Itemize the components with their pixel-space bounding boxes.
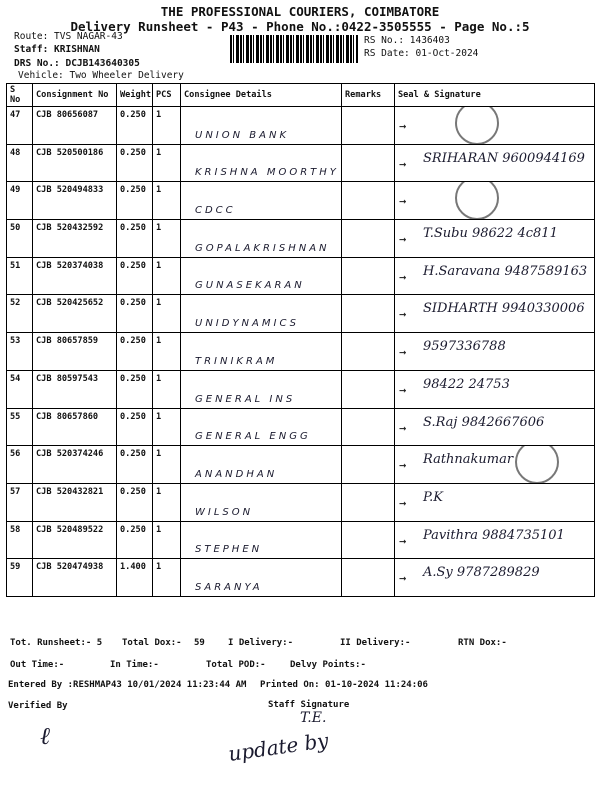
- row-weight: 0.250: [117, 182, 153, 220]
- row-sno: 59: [7, 559, 33, 597]
- row-remarks: [342, 257, 395, 295]
- ii-delivery: II Delivery:-: [340, 638, 411, 648]
- row-pcs: 1: [153, 559, 181, 597]
- row-weight: 0.250: [117, 295, 153, 333]
- table-row: [7, 144, 595, 182]
- seal-stamp: [515, 446, 559, 484]
- row-signature: [395, 220, 595, 258]
- receiver-signature: SIDHARTH 9940330006: [423, 301, 585, 317]
- consignee-handwriting: WILSON: [195, 506, 254, 518]
- row-consignee: [181, 559, 342, 597]
- row-consignment: CJB 80656087: [33, 107, 117, 145]
- row-remarks: [342, 295, 395, 333]
- col-pcs: PCS: [153, 84, 181, 107]
- row-pcs: 1: [153, 182, 181, 220]
- receiver-signature: 9597336788: [423, 339, 506, 355]
- staff-signature-label: Staff Signature: [268, 700, 350, 710]
- row-sno: 58: [7, 521, 33, 559]
- col-remarks: Remarks: [342, 84, 395, 107]
- row-signature: [395, 370, 595, 408]
- row-pcs: 1: [153, 446, 181, 484]
- row-remarks: [342, 408, 395, 446]
- row-signature: [395, 408, 595, 446]
- receiver-signature: A.Sy 9787289829: [423, 565, 540, 581]
- row-consignment: CJB 80597543: [33, 370, 117, 408]
- table-row: [7, 559, 595, 597]
- row-signature: [395, 295, 595, 333]
- row-signature: [395, 182, 595, 220]
- tick-arrow-icon: →: [399, 194, 407, 209]
- table-row: [7, 295, 595, 333]
- row-pcs: 1: [153, 370, 181, 408]
- consignee-handwriting: TRINIKRAM: [195, 355, 278, 367]
- col-consignment: Consignment No: [33, 84, 117, 107]
- delivery-table: [6, 83, 595, 597]
- verifier-signature: ℓ: [40, 722, 50, 750]
- tick-arrow-icon: →: [399, 420, 407, 435]
- consignee-handwriting: STEPHEN: [195, 544, 263, 556]
- consignee-handwriting: GENERAL INS: [195, 393, 296, 405]
- row-consignment: CJB 520432821: [33, 483, 117, 521]
- row-pcs: 1: [153, 295, 181, 333]
- receiver-signature: T.Subu 98622 4c811: [423, 226, 558, 242]
- row-signature: [395, 559, 595, 597]
- row-pcs: 1: [153, 220, 181, 258]
- table-row: [7, 408, 595, 446]
- table-row: [7, 107, 595, 145]
- company-title: THE PROFESSIONAL COURIERS, COIMBATORE: [160, 4, 440, 19]
- row-consignment: CJB 520432592: [33, 220, 117, 258]
- row-weight: 0.250: [117, 408, 153, 446]
- in-time: In Time:-: [110, 660, 159, 670]
- row-pcs: 1: [153, 107, 181, 145]
- row-consignment: CJB 80657860: [33, 408, 117, 446]
- receiver-signature: P.K: [423, 489, 443, 505]
- row-remarks: [342, 220, 395, 258]
- row-pcs: 1: [153, 257, 181, 295]
- verified-by: Verified By: [8, 701, 68, 711]
- staff-label: Staff: KRISHNAN: [14, 44, 100, 55]
- row-sno: 51: [7, 257, 33, 295]
- row-sno: 50: [7, 220, 33, 258]
- drs-label: DRS No.: DCJB143640305: [14, 58, 140, 69]
- runsheet-title: Delivery Runsheet - P43 - Phone No.:0422-3505555 - Page No.:5: [70, 19, 530, 34]
- tick-arrow-icon: →: [399, 495, 407, 510]
- barcode: [230, 35, 358, 63]
- row-remarks: [342, 559, 395, 597]
- row-consignment: CJB 520374038: [33, 257, 117, 295]
- row-consignee: [181, 144, 342, 182]
- tot-runsheet: Tot. Runsheet:- 5: [10, 638, 103, 648]
- row-signature: [395, 144, 595, 182]
- consignee-handwriting: CDCC: [195, 205, 236, 217]
- seal-stamp: [455, 182, 499, 220]
- row-consignment: CJB 520500186: [33, 144, 117, 182]
- row-remarks: [342, 144, 395, 182]
- row-consignment: CJB 520474938: [33, 559, 117, 597]
- row-weight: 0.250: [117, 521, 153, 559]
- tick-arrow-icon: →: [399, 307, 407, 322]
- table-row: [7, 182, 595, 220]
- row-consignee: [181, 521, 342, 559]
- row-weight: 0.250: [117, 446, 153, 484]
- row-sno: 55: [7, 408, 33, 446]
- row-weight: 0.250: [117, 333, 153, 371]
- tick-arrow-icon: →: [399, 458, 407, 473]
- table-header-row: [7, 84, 595, 107]
- out-time: Out Time:-: [10, 660, 65, 670]
- tick-arrow-icon: →: [399, 269, 407, 284]
- delvy-points: Delvy Points:-: [290, 660, 366, 670]
- table-row: [7, 521, 595, 559]
- row-consignee: [181, 295, 342, 333]
- seal-stamp: [455, 107, 499, 145]
- row-sno: 57: [7, 483, 33, 521]
- col-consignee: Consignee Details: [181, 84, 342, 107]
- row-consignee: [181, 370, 342, 408]
- vehicle-label: Vehicle: Two Wheeler Delivery: [18, 70, 184, 81]
- table-row: [7, 370, 595, 408]
- row-consignee: [181, 483, 342, 521]
- route-label: Route: TVS NAGAR-43: [14, 31, 123, 42]
- receiver-signature: S.Raj 9842667606: [423, 414, 545, 430]
- staff-signature-mark: T.E.: [300, 710, 327, 726]
- row-consignment: CJB 520425652: [33, 295, 117, 333]
- consignee-handwriting: UNIDYNAMICS: [195, 318, 299, 330]
- row-pcs: 1: [153, 333, 181, 371]
- table-row: [7, 446, 595, 484]
- col-signature: Seal & Signature: [395, 84, 595, 107]
- row-signature: [395, 483, 595, 521]
- row-weight: 1.400: [117, 559, 153, 597]
- total-pod: Total POD:-: [206, 660, 266, 670]
- handwritten-note: update by: [226, 728, 330, 766]
- row-remarks: [342, 333, 395, 371]
- receiver-signature: Pavithra 9884735101: [423, 527, 565, 543]
- row-sno: 56: [7, 446, 33, 484]
- row-consignee: [181, 182, 342, 220]
- row-weight: 0.250: [117, 483, 153, 521]
- i-delivery: I Delivery:-: [228, 638, 294, 648]
- row-consignee: [181, 107, 342, 145]
- receiver-signature: H.Saravana 9487589163: [423, 263, 588, 279]
- row-remarks: [342, 182, 395, 220]
- row-pcs: 1: [153, 144, 181, 182]
- row-consignment: CJB 80657859: [33, 333, 117, 371]
- row-sno: 47: [7, 107, 33, 145]
- consignee-handwriting: GUNASEKARAN: [195, 280, 305, 292]
- receiver-signature: Rathnakumar: [423, 452, 514, 468]
- table-row: [7, 257, 595, 295]
- row-signature: [395, 446, 595, 484]
- row-weight: 0.250: [117, 144, 153, 182]
- tick-arrow-icon: →: [399, 345, 407, 360]
- receiver-signature: 98422 24753: [423, 376, 510, 392]
- col-sno: S No: [7, 84, 33, 107]
- tick-arrow-icon: →: [399, 119, 407, 133]
- printed-on: Printed On: 01-10-2024 11:24:06: [260, 680, 428, 690]
- row-consignee: [181, 446, 342, 484]
- consignee-handwriting: ANANDHAN: [195, 468, 278, 480]
- row-consignee: [181, 333, 342, 371]
- tick-arrow-icon: →: [399, 382, 407, 397]
- receiver-signature: SRIHARAN 9600944169: [423, 150, 585, 166]
- row-remarks: [342, 521, 395, 559]
- row-sno: 49: [7, 182, 33, 220]
- tick-arrow-icon: →: [399, 533, 407, 548]
- row-pcs: 1: [153, 408, 181, 446]
- row-signature: [395, 107, 595, 145]
- consignee-handwriting: KRISHNA MOORTHY: [195, 167, 339, 179]
- total-dox-label: Total Dox:-: [122, 638, 182, 648]
- rs-number: RS No.: 1436403: [364, 35, 450, 46]
- entered-by: Entered By :RESHMAP43 10/01/2024 11:23:44 AM: [8, 680, 247, 690]
- row-sno: 48: [7, 144, 33, 182]
- rtn-dox: RTN Dox:-: [458, 638, 507, 648]
- row-consignee: [181, 220, 342, 258]
- row-sno: 52: [7, 295, 33, 333]
- row-weight: 0.250: [117, 257, 153, 295]
- row-remarks: [342, 370, 395, 408]
- consignee-handwriting: GENERAL ENGG: [195, 431, 311, 443]
- consignee-handwriting: GOPALAKRISHNAN: [195, 242, 330, 254]
- rs-date: RS Date: 01-Oct-2024: [364, 48, 479, 59]
- table-row: [7, 220, 595, 258]
- row-sno: 54: [7, 370, 33, 408]
- row-signature: [395, 521, 595, 559]
- row-weight: 0.250: [117, 370, 153, 408]
- tick-arrow-icon: →: [399, 232, 407, 247]
- row-remarks: [342, 446, 395, 484]
- consignee-handwriting: SARANYA: [195, 581, 263, 593]
- row-consignment: CJB 520489522: [33, 521, 117, 559]
- row-signature: [395, 333, 595, 371]
- tick-arrow-icon: →: [399, 156, 407, 171]
- row-remarks: [342, 483, 395, 521]
- row-pcs: 1: [153, 521, 181, 559]
- row-sno: 53: [7, 333, 33, 371]
- row-signature: [395, 257, 595, 295]
- row-consignee: [181, 408, 342, 446]
- total-dox-value: 59: [194, 638, 205, 648]
- tick-arrow-icon: →: [399, 571, 407, 586]
- col-weight: Weight: [117, 84, 153, 107]
- row-consignment: CJB 520494833: [33, 182, 117, 220]
- row-consignee: [181, 257, 342, 295]
- row-pcs: 1: [153, 483, 181, 521]
- row-weight: 0.250: [117, 107, 153, 145]
- consignee-handwriting: UNION BANK: [195, 129, 290, 141]
- table-row: [7, 483, 595, 521]
- row-remarks: [342, 107, 395, 145]
- row-consignment: CJB 520374246: [33, 446, 117, 484]
- table-row: [7, 333, 595, 371]
- row-weight: 0.250: [117, 220, 153, 258]
